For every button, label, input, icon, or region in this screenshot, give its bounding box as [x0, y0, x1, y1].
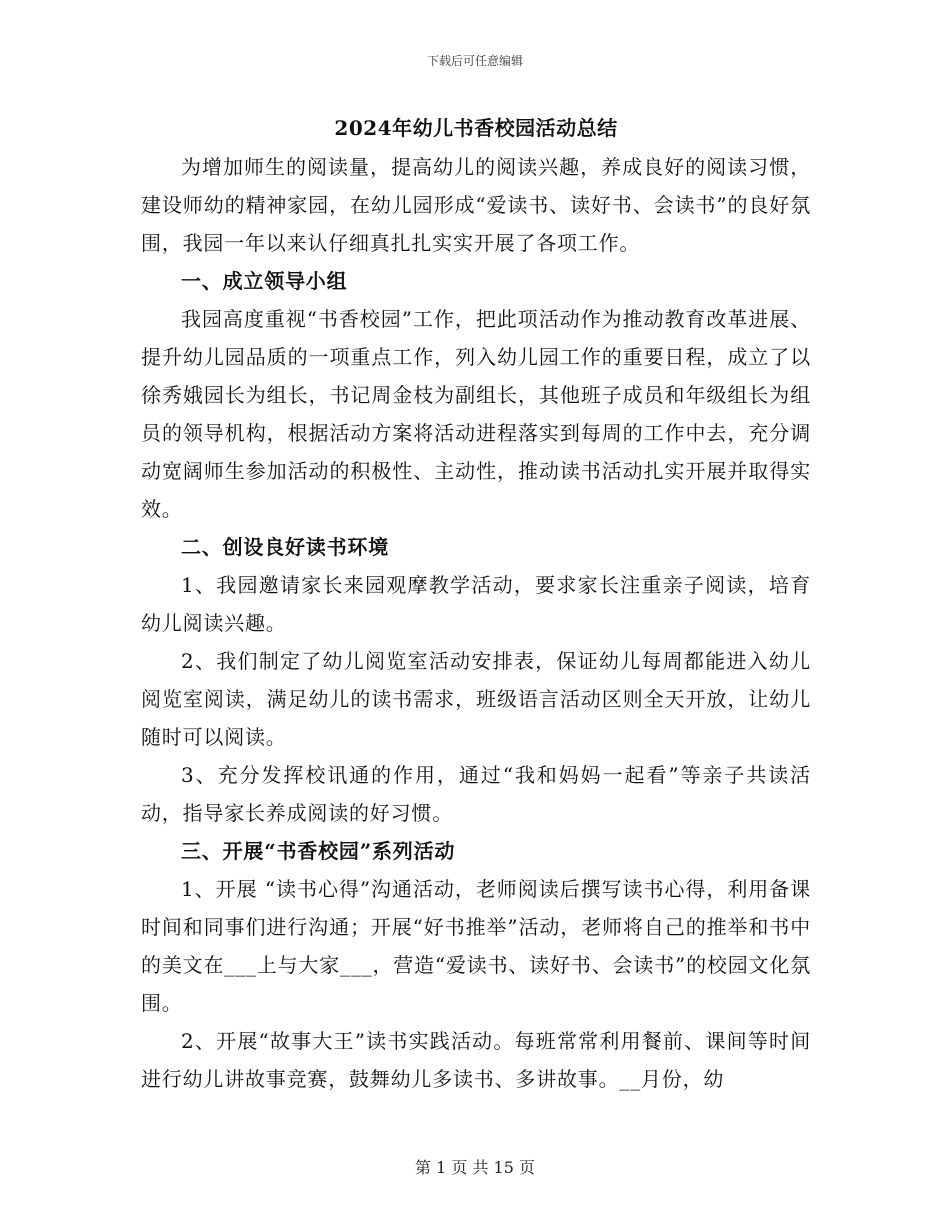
- paragraph-list: [141, 148, 811, 1098]
- page-header-note: 下载后可任意编辑: [426, 54, 523, 68]
- body-paragraph: 2、我们制定了幼儿阅览室活动安排表，保证幼儿每周都能进入幼儿阅览室阅读，满足幼儿的读书需求，班级语言活动区则全天开放，让幼儿随时可以阅读。: [141, 649, 811, 749]
- page-footer-number: 第 1 页 共 15 页: [415, 1158, 535, 1177]
- body-paragraph: 为增加师生的阅读量，提高幼儿的阅读兴趣，养成良好的阅读习惯，建设师幼的精神家园，在幼儿园形成“爱读书、读好书、会读书”的良好氛围，我园一年以来认仔细真扎扎实实开展了各项工作。: [141, 155, 811, 255]
- document-body: [141, 108, 811, 1098]
- body-paragraph: 我园高度重视“书香校园”工作，把此项活动作为推动教育改革进展、提升幼儿园品质的一项重点工作，列入幼儿园工作的重要日程，成立了以徐秀娥园长为组长，书记周金枝为副组长，其他班子成员和年级组长为组员的领导机构，根据活动方案将活动进程落实到每周的工作中去，充分调动宽阔师生参加活动的积极性、主动性，推动读书活动扎实开展并取得实效。: [141, 307, 811, 521]
- body-paragraph: 1、开展 “读书心得”沟通活动，老师阅读后撰写读书心得，利用备课时间和同事们进行沟通；开展“好书推举”活动，老师将自己的推举和书中的美文在___上与大家___，营造“爱读书、读好书、会读书”的校园文化氛围。: [141, 877, 811, 1015]
- section-heading: 三、开展“书香校园”系列活动: [181, 839, 456, 863]
- section-heading: 一、成立领导小组: [181, 269, 348, 293]
- body-paragraph: 3、充分发挥校讯通的作用，通过“我和妈妈一起看”等亲子共读活动，指导家长养成阅读的好习惯。: [141, 763, 811, 825]
- body-paragraph: 2、开展“故事大王”读书实践活动。每班常常利用餐前、课间等时间进行幼儿讲故事竞赛，鼓舞幼儿多读书、多讲故事。__月份，幼: [141, 1029, 811, 1091]
- body-paragraph: 1、我园邀请家长来园观摩教学活动，要求家长注重亲子阅读，培育幼儿阅读兴趣。: [141, 573, 811, 635]
- section-heading: 二、创设良好读书环境: [181, 535, 389, 559]
- document-title: 2024年幼儿书香校园活动总结: [334, 116, 618, 140]
